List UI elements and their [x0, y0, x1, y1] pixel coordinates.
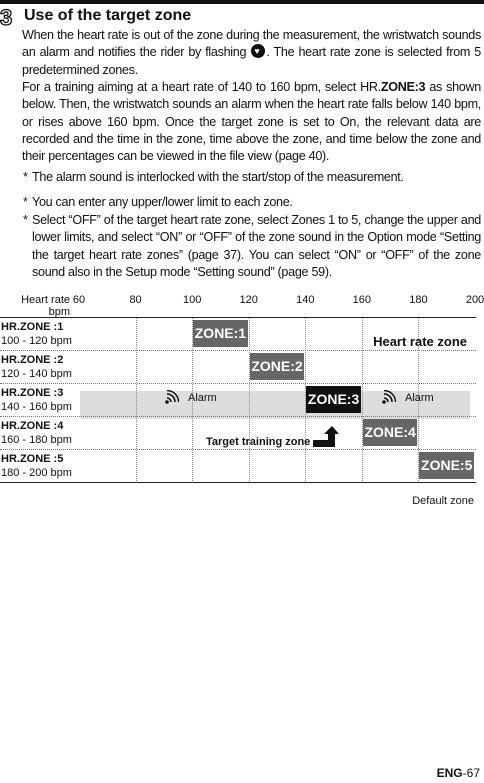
row-divider — [0, 449, 476, 450]
zone-bar: ZONE:1 — [193, 320, 248, 347]
alarm-sound-icon — [382, 390, 396, 404]
tick-label: 200 — [465, 294, 484, 306]
alarm-label: Alarm — [405, 392, 434, 404]
row-label-range: 100 - 120 bpm — [1, 335, 72, 347]
paragraph-example: For a training aiming at a heart rate of 140 to 160 bpm, select HR.ZONE:3 as shown below. Then, the wristwatch sounds an alarm when the heart rate falls below 140 bpm, or rises above 160 bpm. Once the target zone is set to On, the relevant data are recorded and the time in the zone, time above the zone, and time below the zone and their percentages can be viewed in the file view (page 40). — [22, 80, 481, 164]
page-number: ENG-67 — [436, 766, 480, 780]
row-label — [1, 386, 72, 414]
alarm-sound-icon — [165, 390, 179, 404]
row-divider — [0, 317, 476, 318]
row-divider — [0, 482, 476, 483]
alarm-label: Alarm — [188, 392, 217, 404]
row-label — [1, 452, 72, 480]
row-label-name: HR.ZONE :2 — [1, 354, 64, 366]
zone-bar: ZONE:3 — [306, 386, 361, 413]
paragraph-intro: When the heart rate is out of the zone during the measurement, the wristwatch sounds an alarm and notifies the rider by flashing ♥ . The heart rate zone is selected from 5 predetermined zones. — [22, 27, 481, 79]
zone-bar: ZONE:2 — [250, 353, 305, 380]
tick-label: 80 — [129, 294, 142, 306]
tick-label: 180 — [409, 294, 428, 306]
note-3: * Select “OFF” of the target heart rate zone, select Zones 1 to 5, change the upper and lower limits, and select “ON” or “OFF” of the zone sound in the Option mode “Setting the target heart rate zones” (page 37). You can select “ON” or “OFF” of the zone sound also in the Setup mode “Setting sound” (page 59). — [23, 213, 481, 279]
grid-line — [249, 317, 250, 483]
target-training-zone-label: Target training zone — [206, 436, 311, 448]
heart-in-circle-icon — [251, 44, 265, 58]
row-label — [1, 320, 72, 348]
target-arrow-icon — [313, 426, 339, 448]
default-zone-label: Default zone — [412, 495, 474, 507]
grid-line — [136, 317, 137, 483]
row-divider — [0, 383, 476, 384]
row-label-name: HR.ZONE :1 — [1, 321, 64, 333]
tick-label: 120 — [239, 294, 258, 306]
heart-rate-zone-label: Heart rate zone — [373, 334, 467, 349]
row-label — [1, 419, 72, 447]
section-number: 3 — [0, 5, 13, 30]
note-2: * You can enter any upper/lower limit to each zone. — [23, 195, 293, 209]
tick-label: 60 — [72, 294, 86, 306]
row-label — [1, 353, 72, 381]
note-1: * The alarm sound is interlocked with the start/stop of the measurement. — [23, 170, 404, 184]
axis-label: Heart rate bpm — [21, 294, 70, 318]
row-label-name: HR.ZONE :4 — [1, 420, 64, 432]
tick-label: 100 — [182, 294, 202, 306]
row-label-range: 120 - 140 bpm — [1, 368, 72, 380]
zone-bar: ZONE:4 — [363, 419, 418, 446]
row-divider — [0, 416, 476, 417]
row-label-range: 160 - 180 bpm — [1, 434, 72, 446]
tick-label: 160 — [352, 294, 372, 306]
row-divider — [0, 350, 476, 351]
grid-line — [362, 317, 363, 483]
row-label-name: HR.ZONE :5 — [1, 453, 64, 465]
row-label-range: 180 - 200 bpm — [1, 467, 72, 479]
zone-bar: ZONE:5 — [419, 452, 474, 479]
tick-label: 140 — [296, 294, 315, 306]
top-rule — [0, 0, 484, 4]
row-label-range: 140 - 160 bpm — [1, 401, 72, 413]
row-label-name: HR.ZONE :3 — [1, 387, 64, 399]
heart-rate-zone-chart — [0, 294, 484, 514]
section-title: Use of the target zone — [24, 7, 192, 24]
